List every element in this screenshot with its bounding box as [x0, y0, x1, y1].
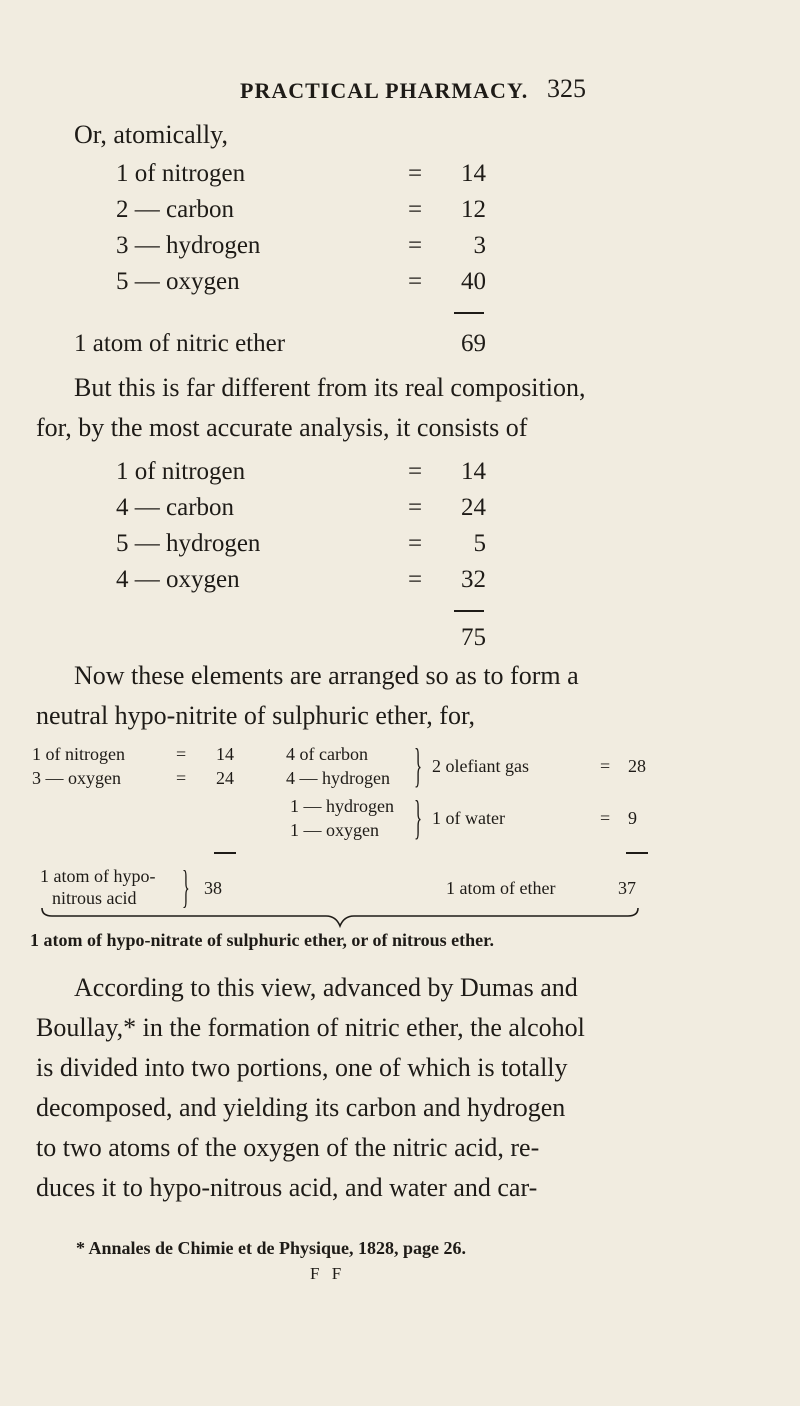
carbon-group-result: 2 olefiant gas: [432, 756, 529, 776]
calc-value: 12: [461, 196, 486, 223]
calc-label: 5 — hydrogen: [116, 530, 261, 557]
water-group-line: 1 — hydrogen: [290, 796, 394, 816]
calc-row: [116, 566, 536, 600]
calc-label: 1 of nitrogen: [116, 160, 246, 187]
paragraph-line: for, by the most accurate analysis, it consists of: [36, 413, 528, 442]
paragraph-dumas-boullay: [36, 968, 585, 1208]
calc-row: [116, 196, 536, 230]
paragraph-line: neutral hypo-nitrite of sulphuric ether, for,: [36, 701, 476, 730]
paragraph-line: duces it to hypo-nitrous acid, and water and car-: [36, 1173, 538, 1202]
sum-rule: [626, 852, 648, 854]
paragraph-arrangement: [36, 656, 579, 736]
sum-rule: [454, 312, 484, 314]
calc-total-label: 1 atom of nitric ether: [74, 330, 286, 357]
calc-label: 3 — hydrogen: [116, 232, 261, 259]
arrangement-caption: 1 atom of hypo-nitrate of sulphuric ether, or of nitrous ether.: [30, 930, 494, 950]
underbrace-icon: [40, 906, 640, 928]
left-total-line: 1 atom of hypo-: [40, 866, 156, 886]
left-total-value: 38: [204, 878, 222, 898]
calc-value: 5: [473, 530, 486, 557]
calc-equals: =: [408, 494, 423, 521]
calc-equals: =: [408, 232, 423, 259]
calc-row: [116, 530, 536, 564]
calc-value: 14: [461, 458, 486, 485]
sum-rule: [454, 610, 484, 612]
calc-total-row: [74, 330, 534, 364]
left-total-line: nitrous acid: [52, 888, 137, 908]
right-total-value: 37: [618, 878, 636, 898]
calc-label: 1 of nitrogen: [116, 458, 246, 485]
calc-value: 32: [461, 566, 486, 593]
calc-total-value: 75: [461, 624, 486, 651]
paragraph-line: But this is far different from its real composition,: [74, 373, 586, 402]
page-number: 325: [547, 74, 586, 103]
calc-equals: =: [408, 566, 423, 593]
brace-icon: }: [182, 861, 190, 912]
calc-row: [116, 160, 536, 194]
paragraph-line: According to this view, advanced by Dumas and: [74, 973, 578, 1002]
right-total-label: 1 atom of ether: [446, 878, 556, 898]
water-group-equals: =: [600, 808, 611, 828]
calc-value: 14: [461, 160, 486, 187]
calc-total-value: 69: [461, 330, 486, 357]
calc-row: [116, 268, 536, 302]
brace-icon: }: [414, 791, 423, 844]
water-group-value: 9: [628, 808, 637, 828]
calc-label: 5 — oxygen: [116, 268, 240, 295]
calc-row: [116, 458, 536, 492]
calc-equals: =: [408, 160, 423, 187]
calc-equals: =: [408, 268, 423, 295]
water-group-line: 1 — oxygen: [290, 820, 379, 840]
arrangement-left-label: 3 — oxygen: [32, 768, 121, 788]
carbon-group-line: 4 of carbon: [286, 744, 368, 764]
paragraph-line: Boullay,* in the formation of nitric ether, the alcohol: [36, 1013, 585, 1042]
water-group-result: 1 of water: [432, 808, 505, 828]
calc-equals: =: [408, 196, 423, 223]
carbon-group-line: 4 — hydrogen: [286, 768, 390, 788]
running-header: PRACTICAL PHARMACY.: [240, 78, 529, 103]
calc-row: [116, 494, 536, 528]
paragraph-composition: [36, 368, 585, 448]
arrangement-left-value: 14: [216, 744, 234, 764]
paragraph-line: to two atoms of the oxygen of the nitric acid, re-: [36, 1133, 540, 1162]
calc-label: 2 — carbon: [116, 196, 235, 223]
footnote: * Annales de Chimie et de Physique, 1828, page 26.: [76, 1238, 467, 1258]
arrangement-left-label: 1 of nitrogen: [32, 744, 125, 764]
calc-value: 40: [461, 268, 486, 295]
signature-mark: F F: [310, 1264, 346, 1283]
arrangement-left-equals: =: [176, 768, 187, 788]
paragraph-line: is divided into two portions, one of which is totally: [36, 1053, 568, 1082]
paragraph-line: Now these elements are arranged so as to form a: [74, 661, 579, 690]
intro-text: Or, atomically,: [74, 120, 228, 149]
calc-label: 4 — oxygen: [116, 566, 240, 593]
arrangement-left-value: 24: [216, 768, 234, 788]
carbon-group-value: 28: [628, 756, 646, 776]
calc-label: 4 — carbon: [116, 494, 235, 521]
calc-row: [116, 232, 536, 266]
carbon-group-equals: =: [600, 756, 611, 776]
paragraph-line: decomposed, and yielding its carbon and hydrogen: [36, 1093, 566, 1122]
calc-value: 3: [473, 232, 486, 259]
brace-icon: }: [414, 739, 423, 792]
arrangement-left-equals: =: [176, 744, 187, 764]
calc-value: 24: [461, 494, 486, 521]
sum-rule: [214, 852, 236, 854]
calc-equals: =: [408, 530, 423, 557]
calc-equals: =: [408, 458, 423, 485]
